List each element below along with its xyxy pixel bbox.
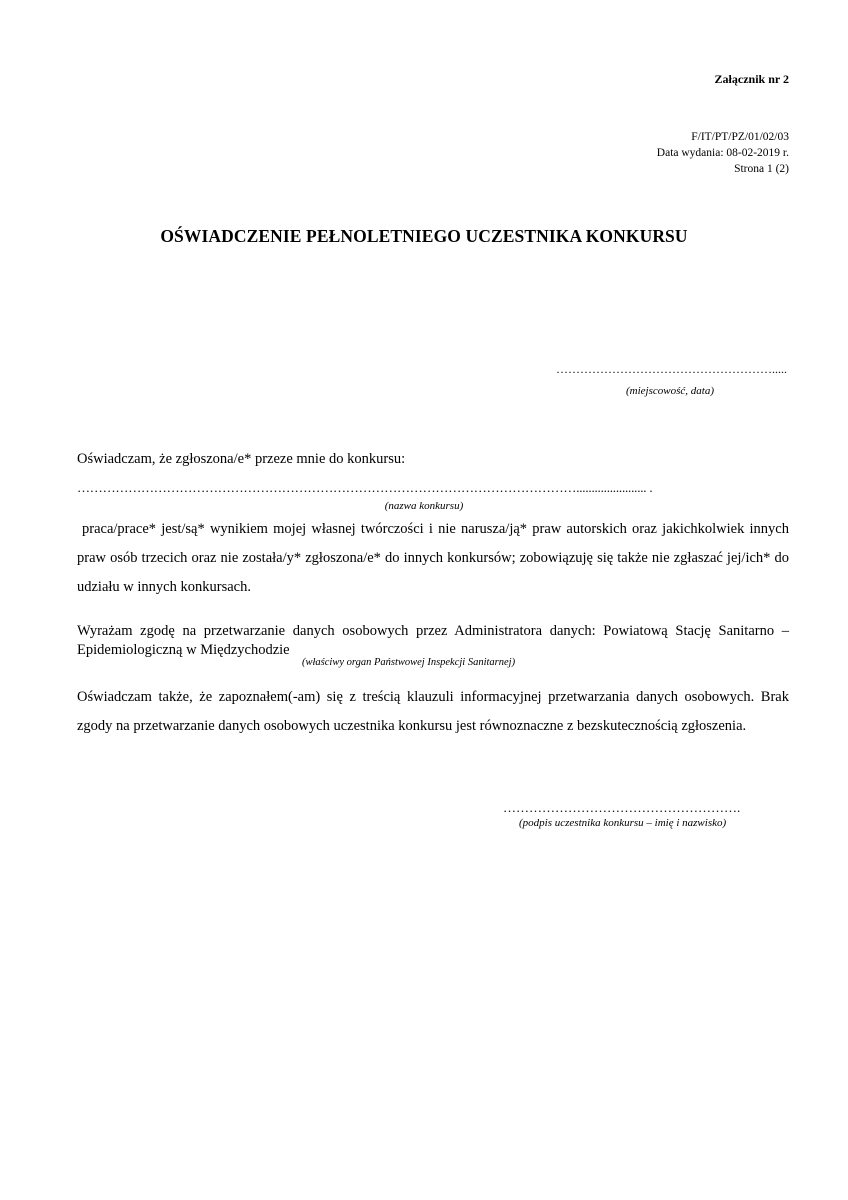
information-clause-statement: Oświadczam także, że zapoznałem(-am) się z treścią klauzuli informacyjnej przetwarzania danych osobowych. Brak zgody na przetwarzanie danych osobowych uczestnika konkursu jest równoznaczne z bezskutecznością zgłoszenia. [77,689,789,734]
annex-label: Załącznik nr 2 [714,72,789,86]
page-title: OŚWIADCZENIE PEŁNOLETNIEGO UCZESTNIKA KONKURSU [160,226,688,246]
page-number: Strona 1 (2) [734,163,789,175]
data-processing-consent: Wyrażam zgodę na przetwarzanie danych osobowych przez Administratora danych: Powiatową Stację Sanitarno – Epidemiologiczną w Międzychodzie [77,623,789,658]
contest-name-field: ………………………………………………………………………………………………………....................... . [77,480,653,495]
signature-field: ………………………………………………. [503,800,741,815]
issue-date: Data wydania: 08-02-2019 r. [656,147,789,159]
intro-text: Oświadczam, że zgłoszona/e* przeze mnie do konkursu: [77,451,406,467]
place-date-field: ………………………………………………..... [556,362,787,376]
document-metadata [657,129,789,177]
authority-caption: (właściwy organ Państwowej Inspekcji Sanitarnej) [302,657,516,668]
place-date-caption: (miejscowość, data) [626,385,714,397]
contest-name-caption: (nazwa konkursu) [384,500,464,512]
originality-statement: praca/prace* jest/są* wynikiem mojej własnej twórczości i nie narusza/ją* praw autorskich oraz jakichkolwiek innych praw osób trzecich oraz nie została/y* zgłoszona/e* do innych konkursów; zobowiązuję się także nie zgłaszać jej/ich* do udziału w innych konkursach. [77,521,789,595]
document-code: F/IT/PT/PZ/01/02/03 [691,131,789,143]
signature-caption: (podpis uczestnika konkursu – imię i nazwisko) [519,817,727,829]
